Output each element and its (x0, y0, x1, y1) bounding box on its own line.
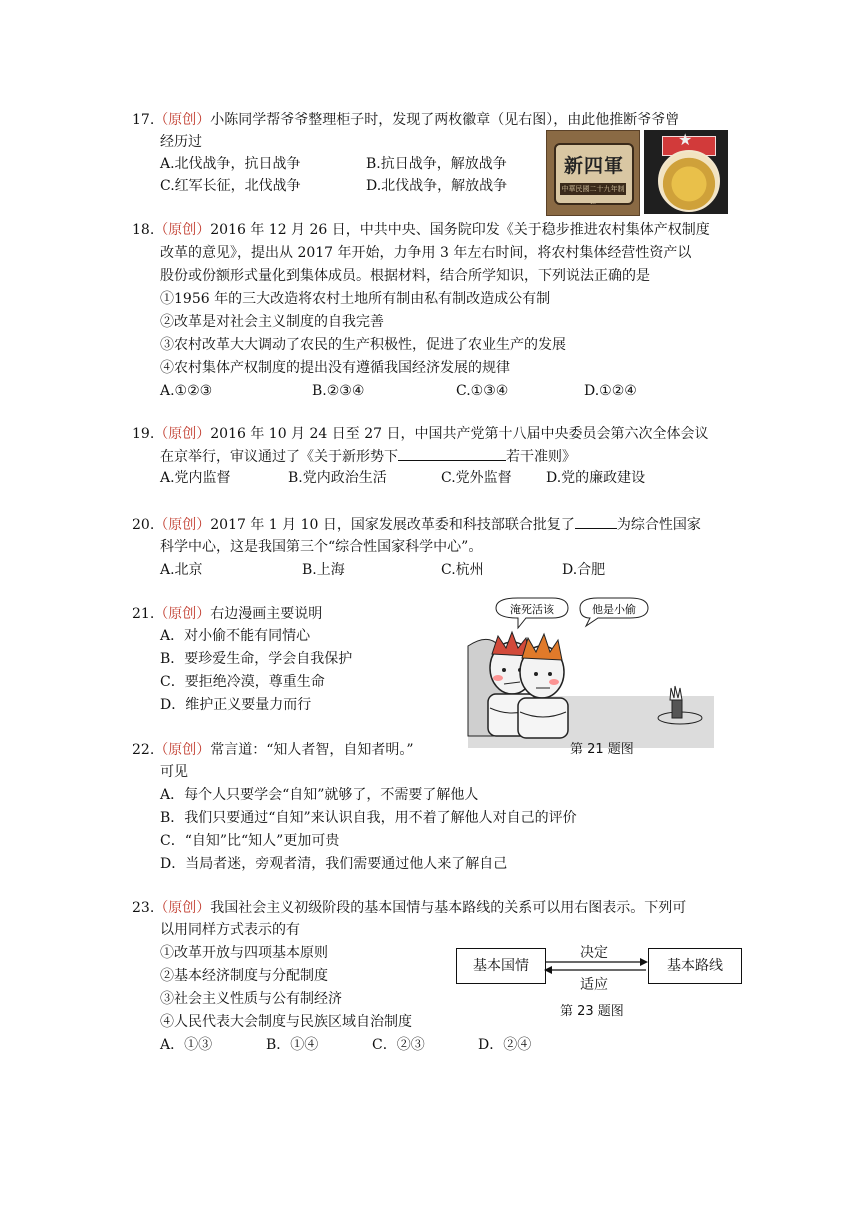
new-fourth-army-badge-image (546, 130, 640, 216)
adapts-label: 适应 (580, 977, 608, 993)
original-tag: （原创） (154, 900, 211, 916)
q23-option-c[interactable]: C．②③ (372, 1037, 425, 1053)
q18-line1 (132, 220, 710, 240)
question-number: 20. (132, 517, 155, 533)
q22-line2: 可见 (160, 764, 188, 780)
q18-line2: 改革的意见》，提出从 2017 年开始，力争用 3 年左右时间，将农村集体经营性资产以 (160, 245, 692, 261)
q19-text-before-blank: 在京举行，审议通过了《关于新形势下 (160, 449, 398, 465)
q18-statement-3: ③农村改革大大调动了农民的生产积极性，促进了农业生产的发展 (160, 337, 566, 353)
question-text: 我国社会主义初级阶段的基本国情与基本路线的关系可以用右图表示。下列可 (210, 900, 687, 916)
q19-option-c[interactable]: C.党外监督 (441, 470, 512, 486)
q18-option-b[interactable]: B.②③④ (312, 383, 365, 399)
q17-option-d[interactable]: D.北伐战争，解放战争 (366, 178, 508, 194)
right-arrowhead-icon (640, 958, 648, 966)
q17-line1 (132, 110, 679, 130)
q23-line1 (132, 898, 686, 918)
q22-option-a[interactable]: A．每个人只要学会“自知”就够了，不需要了解他人 (160, 787, 479, 803)
fill-in-blank[interactable] (398, 446, 506, 461)
q23-option-b[interactable]: B．①④ (266, 1037, 319, 1053)
q17-option-b[interactable]: B.抗日战争，解放战争 (366, 156, 507, 172)
q22-option-d[interactable]: D．当局者迷，旁观者清，我们需要通过他人来了解自己 (160, 856, 508, 872)
q20-option-b[interactable]: B.上海 (302, 562, 345, 578)
q23-line2: 以用同样方式表示的有 (160, 922, 300, 938)
question-number: 22. (132, 742, 155, 758)
original-tag: （原创） (154, 606, 211, 622)
q18-option-c[interactable]: C.①③④ (456, 383, 509, 399)
bubble-1-text: 淹死活该 (510, 603, 554, 616)
q21-figure-caption: 第 21 题图 (570, 742, 634, 757)
question-text: 常言道：“知人者智，自知者明。” (210, 742, 414, 758)
q22-option-b[interactable]: B．我们只要通过“自知”来认识自我，用不着了解他人对自己的评价 (160, 810, 577, 826)
question-text: 小陈同学帮爷爷整理柜子时，发现了两枚徽章（见右图），由此他推断爷爷曾 (210, 112, 680, 128)
q21-cartoon-image (468, 596, 714, 748)
q21-option-a[interactable]: A．对小偷不能有同情心 (160, 628, 311, 644)
q20-text-after-blank: 为综合性国家 (616, 517, 701, 533)
medal-badge-image (644, 130, 728, 214)
star-icon: ★ (678, 130, 693, 149)
q23-option-d[interactable]: D．②④ (478, 1037, 532, 1053)
original-tag: （原创） (154, 222, 211, 238)
bubble-1 (496, 598, 568, 628)
q18-statement-4: ④农村集体产权制度的提出没有遵循我国经济发展的规律 (160, 360, 510, 376)
q20-option-c[interactable]: C.杭州 (441, 562, 484, 578)
q23-figure-caption: 第 23 题图 (560, 1004, 624, 1019)
q18-option-a[interactable]: A.①②③ (160, 383, 213, 399)
man-right (518, 634, 568, 738)
q19-text-after-blank: 若干准则》 (506, 449, 576, 465)
basic-line-box: 基本路线 (648, 948, 742, 984)
q20-line1 (132, 514, 701, 535)
original-tag: （原创） (154, 426, 211, 442)
q23-statement-1: ①改革开放与四项基本原则 (160, 945, 328, 961)
original-tag: （原创） (154, 517, 211, 533)
q21-line1 (132, 604, 322, 624)
q21-option-d[interactable]: D．维护正义要量力而行 (160, 697, 312, 713)
bubble-2-text: 他是小偷 (592, 603, 636, 616)
q18-statement-1: ①1956 年的三大改造将农村土地所有制由私有制改造成公有制 (160, 291, 551, 307)
basic-national-conditions-box: 基本国情 (456, 948, 546, 984)
q18-line3: 股份或份额形式量化到集体成员。根据材料，结合所学知识，下列说法正确的是 (160, 268, 650, 284)
q19-option-b[interactable]: B.党内政治生活 (288, 470, 387, 486)
q18-statement-2: ②改革是对社会主义制度的自我完善 (160, 314, 384, 330)
question-text: 2016 年 10 月 24 日至 27 日，中国共产党第十八届中央委员会第六次全体会议 (210, 426, 709, 442)
fill-in-blank[interactable] (575, 514, 617, 529)
q21-option-b[interactable]: B．要珍爱生命，学会自我保护 (160, 651, 353, 667)
q22-option-c[interactable]: C．“自知”比“知人”更加可贵 (160, 833, 340, 849)
left-arrowhead-icon (544, 966, 552, 974)
q17-option-a[interactable]: A.北伐战争，抗日战争 (160, 156, 301, 172)
question-number: 21. (132, 606, 155, 622)
decides-label: 决定 (580, 945, 608, 961)
q20-line2: 科学中心，这是我国第三个“综合性国家科学中心”。 (160, 539, 483, 555)
q19-option-d[interactable]: D.党的廉政建设 (546, 470, 646, 486)
q23-option-a[interactable]: A．①③ (160, 1037, 213, 1053)
q19-line2 (160, 446, 576, 467)
q19-option-a[interactable]: A.党内监督 (160, 470, 231, 486)
q21-option-c[interactable]: C．要拒绝冷漠，尊重生命 (160, 674, 325, 690)
q19-line1 (132, 424, 709, 444)
question-text: 2016 年 12 月 26 日，中共中央、国务院印发《关于稳步推进农村集体产权制度 (210, 222, 710, 238)
q20-option-d[interactable]: D.合肥 (562, 562, 606, 578)
q18-option-d[interactable]: D.①②④ (584, 383, 637, 399)
question-text: 右边漫画主要说明 (210, 606, 323, 622)
question-number: 19. (132, 426, 155, 442)
q22-line1 (132, 740, 414, 760)
medal-disc (658, 150, 720, 212)
q23-statement-4: ④人民代表大会制度与民族区域自治制度 (160, 1014, 412, 1030)
q17-option-c[interactable]: C.红军长征，北伐战争 (160, 178, 301, 194)
q17-line2: 经历过 (160, 134, 202, 150)
badge1-text: 新四軍 (563, 155, 624, 177)
q20-option-a[interactable]: A.北京 (160, 562, 203, 578)
badge1-subtext: 中華民國二十九年制發 (561, 185, 625, 205)
original-tag: （原创） (154, 742, 211, 758)
question-number: 17. (132, 112, 155, 128)
q23-statement-3: ③社会主义性质与公有制经济 (160, 991, 342, 1007)
original-tag: （原创） (154, 112, 211, 128)
question-number: 23. (132, 900, 155, 916)
question-number: 18. (132, 222, 155, 238)
q23-statement-2: ②基本经济制度与分配制度 (160, 968, 328, 984)
q20-text-before-blank: 2017 年 1 月 10 日，国家发展改革委和科技部联合批复了 (210, 517, 575, 533)
bubble-2 (580, 598, 648, 626)
